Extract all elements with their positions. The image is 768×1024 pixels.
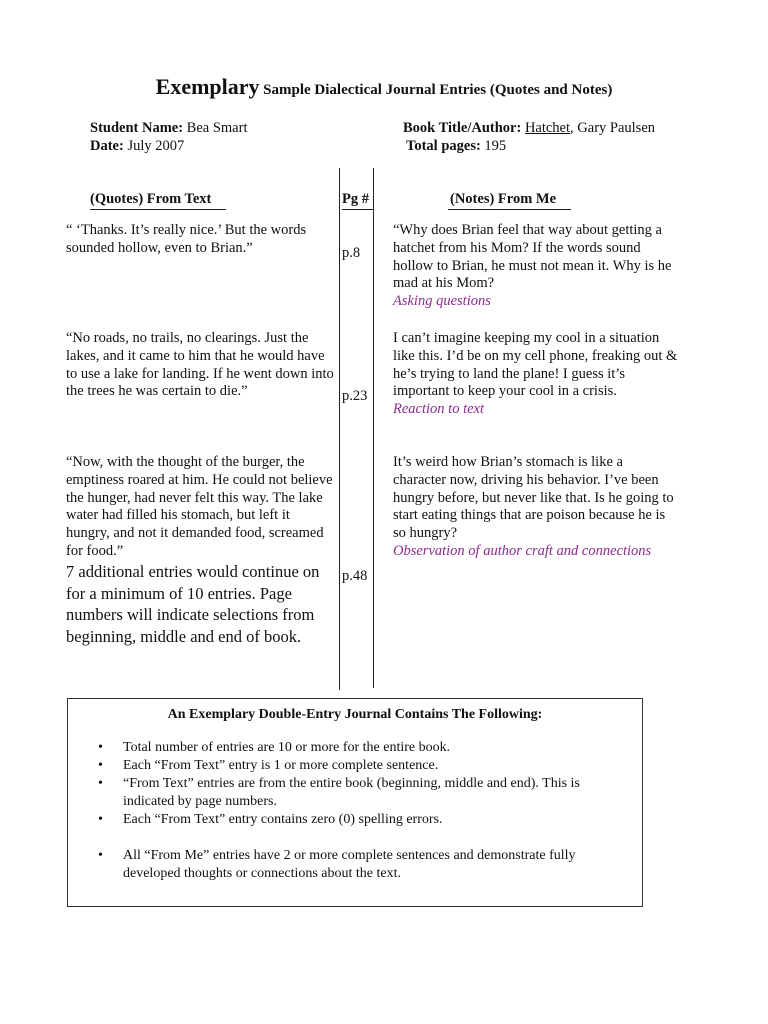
entry-page: p.8: [342, 245, 361, 261]
entry-note-text: It’s weird how Brian’s stomach is like a character now, driving his behavior. I’ve been hungry before, but never like that. Is he going to start eating things that are poison because he is so hungry?: [393, 454, 674, 542]
criteria-item: • All “From Me” entries have 2 or more complete sentences and demonstrate fully developed thoughts or connections about the text.: [98, 848, 576, 881]
underline-quotes: [90, 209, 226, 210]
title-exemplary: Exemplary: [155, 74, 260, 99]
criteria-item: • Each “From Text” entry contains zero (0) spelling errors.: [98, 812, 443, 827]
criteria-list: [98, 739, 628, 883]
entry-note: [393, 454, 678, 561]
criteria-item: • Each “From Text” entry is 1 or more complete sentence.: [98, 758, 439, 773]
title-subtitle: Sample Dialectical Journal Entries (Quotes and Notes): [263, 82, 613, 98]
underline-page: [342, 209, 373, 210]
column-header-page: Pg #: [342, 191, 369, 207]
entry-page: p.23: [342, 388, 368, 404]
column-header-notes: (Notes) From Me: [450, 191, 557, 207]
criteria-item: • “From Text” entries are from the entire book (beginning, middle and end). This is indicated by page numbers.: [98, 776, 580, 809]
book-author-value: , Gary Paulsen: [570, 120, 655, 136]
total-pages-row: [406, 138, 506, 155]
entry-quote: “ ‘Thanks. It’s really nice.’ But the words sounded hollow, even to Brian.”: [66, 222, 307, 256]
bullet-icon: •: [98, 740, 103, 755]
bullet-icon: •: [98, 758, 103, 773]
column-divider-left: [339, 168, 340, 690]
student-name-value: Bea Smart: [186, 120, 248, 136]
bullet-icon: •: [98, 848, 103, 863]
entry-page: p.48: [342, 568, 368, 584]
entry-note-tag: Asking questions: [393, 293, 491, 310]
column-divider-right: [373, 168, 374, 688]
total-pages-label: Total pages:: [406, 138, 481, 154]
entry-note-tag: Reaction to text: [393, 401, 484, 418]
entry-quote: “No roads, no trails, no clearings. Just the lakes, and it came to him that he would have to use a lake for landing. If he went down into the trees he was certain to die.”: [66, 330, 334, 400]
entry-note: [393, 222, 678, 311]
date-row: [90, 138, 184, 155]
entry-note-text: I can’t imagine keeping my cool in a situation like this. I’d be on my cell phone, freaking out & he’s trying to land the plane! I guess it’s important to keep your cool in a crisis.: [393, 330, 678, 400]
book-title-value: Hatchet: [524, 120, 571, 136]
book-row: [403, 120, 655, 137]
criteria-box: [67, 698, 643, 907]
date-value: July 2007: [127, 138, 185, 154]
underline-notes: [448, 209, 571, 210]
entry-quote: “Now, with the thought of the burger, the emptiness roared at him. He could not believe the hunger, had never felt this way. The lake water had filled his stomach, but left it hungry, and not it demanded food, screamed for food.”: [66, 454, 333, 559]
column-header-quotes: (Quotes) From Text: [90, 191, 212, 207]
bullet-icon: •: [98, 812, 103, 827]
book-title-label: Book Title/Author:: [403, 120, 522, 136]
criteria-item: • Total number of entries are 10 or more for the entire book.: [98, 740, 451, 755]
entry-note-text: “Why does Brian feel that way about getting a hatchet from his Mom? If the words sound hollow to Brian, he must not mean it. Why is he mad at his Mom?: [393, 222, 672, 292]
entry-note: [393, 330, 678, 419]
date-label: Date:: [90, 138, 124, 154]
student-name-label: Student Name:: [90, 120, 184, 136]
additional-entries-note: 7 additional entries would continue on for a minimum of 10 entries. Page numbers will indicate selections from beginning, middle and end of book.: [66, 562, 320, 646]
entry-note-tag: Observation of author craft and connections: [393, 542, 652, 559]
page-title: [0, 74, 768, 100]
total-pages-value: 195: [484, 138, 507, 154]
bullet-icon: •: [98, 776, 103, 791]
criteria-title: An Exemplary Double-Entry Journal Contains The Following:: [167, 707, 543, 722]
student-name-row: [90, 120, 247, 137]
